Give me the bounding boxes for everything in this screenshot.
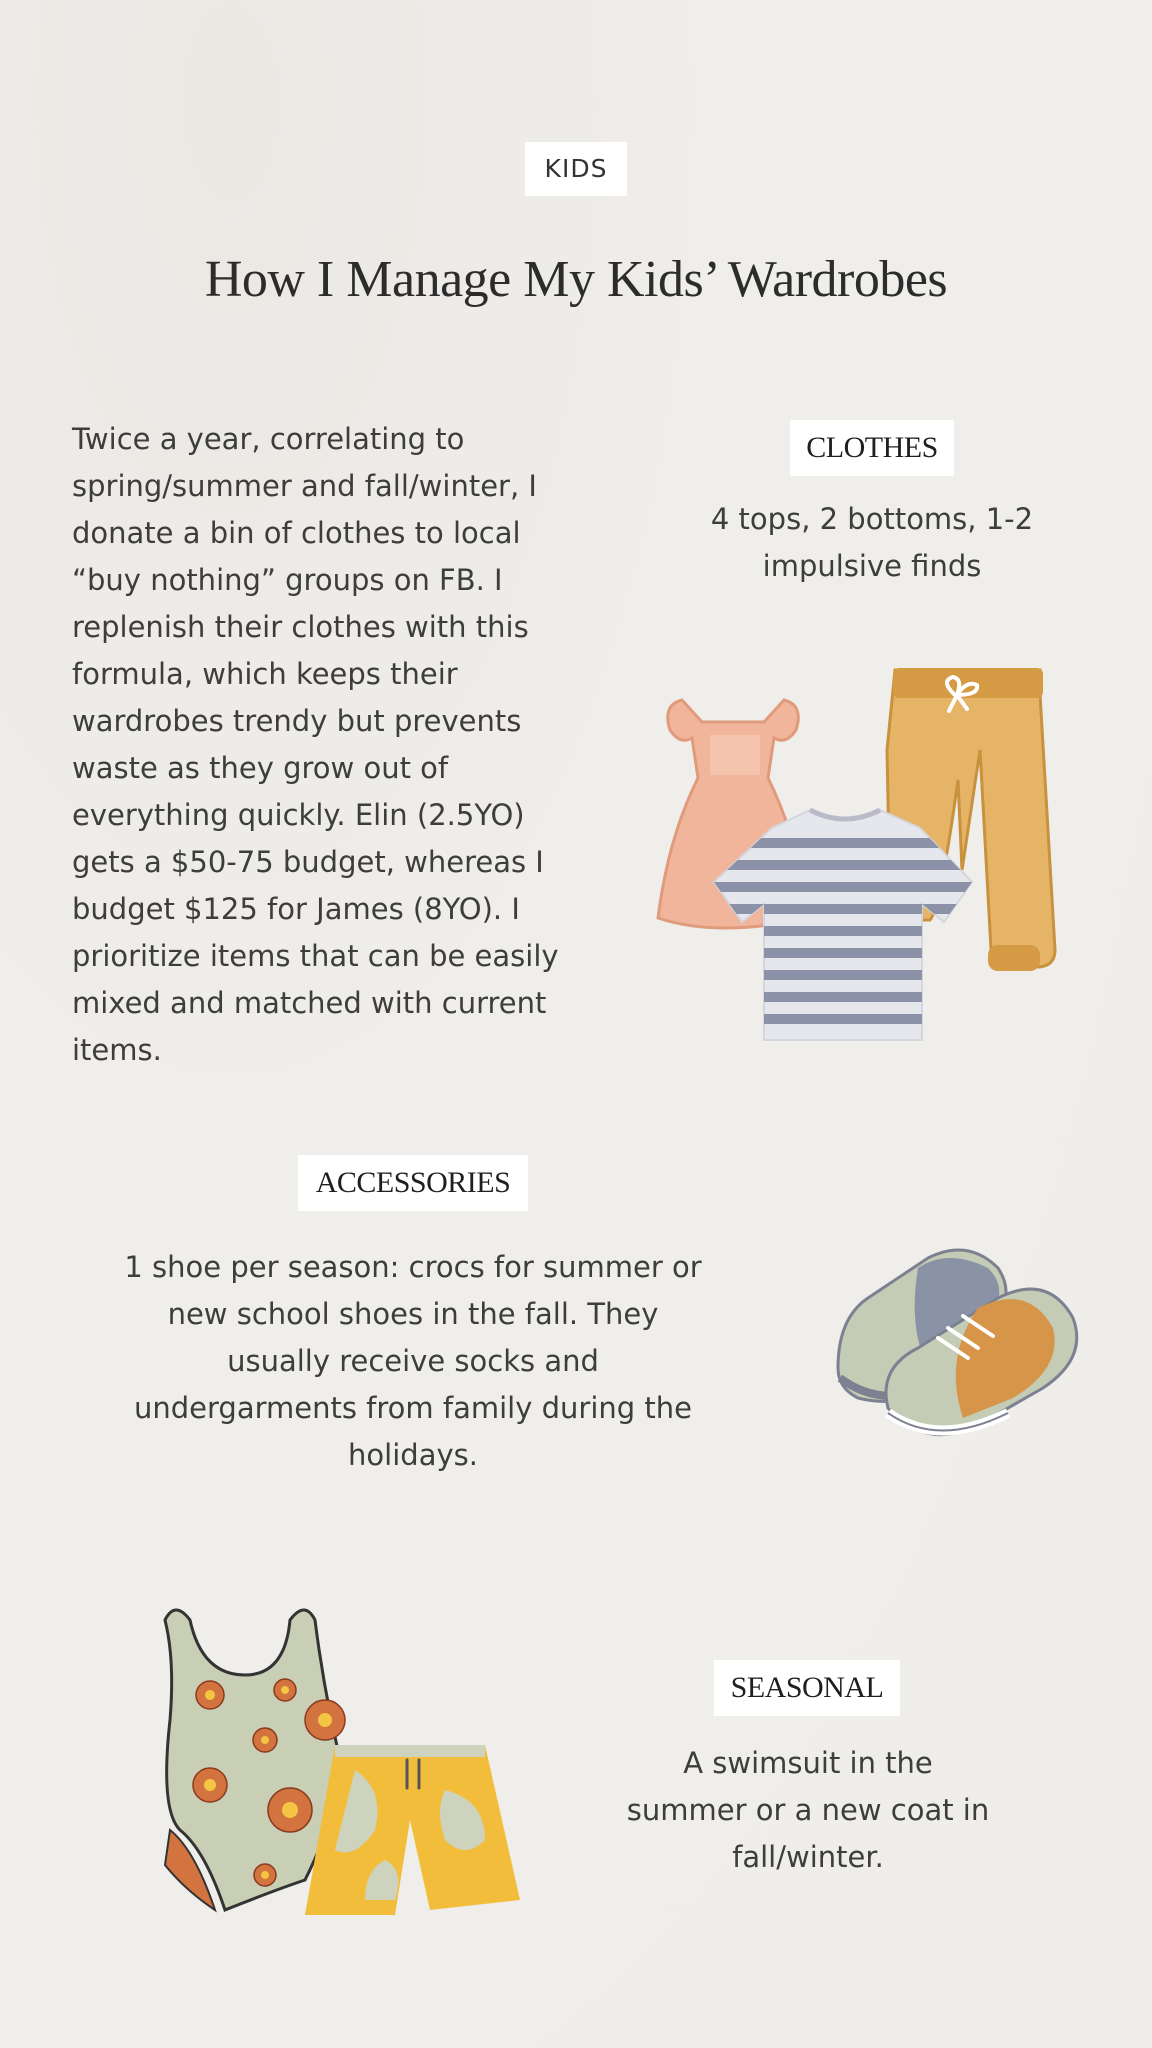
category-tag: KIDS [525, 142, 627, 196]
clothes-text: 4 tops, 2 bottoms, 1-2 impulsive finds [710, 502, 1034, 583]
seasonal-text: A swimsuit in the summer or a new coat in fall/winter. [626, 1746, 990, 1874]
swim-shorts-icon [305, 1745, 520, 1915]
clothes-label: CLOTHES [790, 420, 954, 476]
accessories-text: 1 shoe per season: crocs for summer or new school shoes in the fall. They usually receive socks and undergarments from family during the holidays. [124, 1250, 702, 1472]
clothes-illustration [640, 660, 1070, 1050]
seasonal-illustration [155, 1600, 535, 1930]
accessories-label: ACCESSORIES [298, 1155, 528, 1211]
intro-paragraph: Twice a year, correlating to spring/summer and fall/winter, I donate a bin of clothes to local “buy nothing” groups on FB. I replenish their clothes with this formula, which keeps their wardrobes trendy but prevents waste as they grow out of everything quickly. Elin (2.5YO) gets a $50-75 budget, whereas I budget $125 for James (8YO). I prioritize items that can be easily mixed and matched with current items. [72, 422, 559, 1067]
sneakers-icon [828, 1228, 1084, 1444]
seasonal-label: SEASONAL [714, 1660, 900, 1716]
page-title: How I Manage My Kids’ Wardrobes [204, 251, 948, 308]
